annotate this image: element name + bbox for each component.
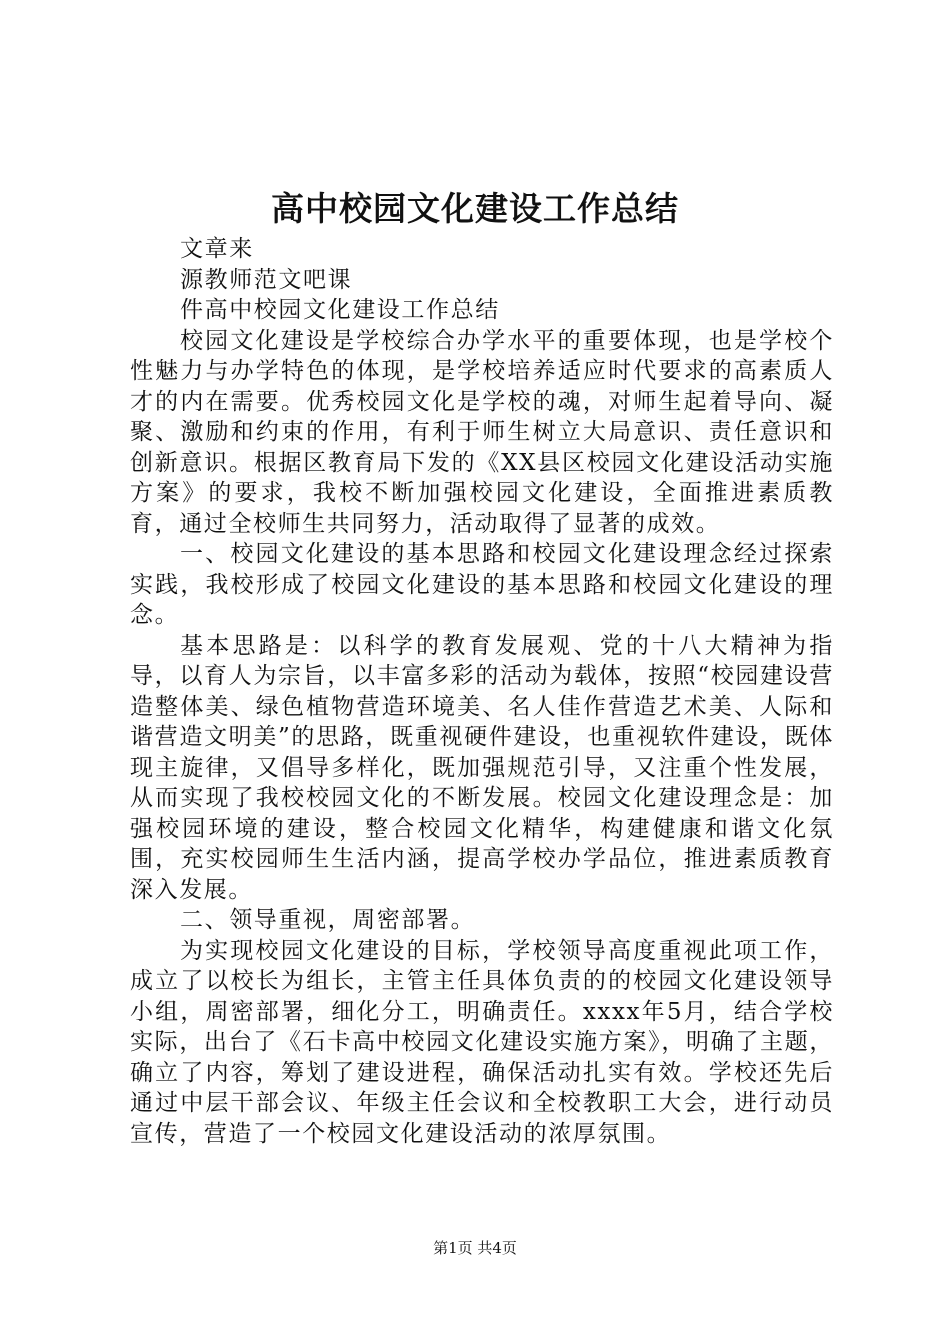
document-body (130, 234, 834, 1149)
paragraph-section-2-heading: 二、领导重视，周密部署。 (180, 907, 476, 933)
paragraph-intro: 校园文化建设是学校综合办学水平的重要体现，也是学校个性魅力与办学特色的体现，是学校培养适应时代要求的高素质人才的内在需要。优秀校园文化是学校的魂，对师生起着导向、凝聚、激励和约束的作用，有利于师生树立大局意识、责任意识和创新意识。根据区教育局下发的《XX县区校园文化建设活动实施方案》的要求，我校不断加强校园文化建设，全面推进素质教育，通过全校师生共同努力，活动取得了显著的成效。 (130, 327, 834, 537)
paragraph-source-line-1: 文章来 (180, 236, 254, 262)
page-number-footer: 第1页 共4页 (433, 1239, 517, 1257)
paragraph-section-1: 一、校园文化建设的基本思路和校园文化建设理念经过探索实践，我校形成了校园文化建设的基本思路和校园文化建设的理念。 (130, 541, 834, 628)
paragraph-section-2-body: 为实现校园文化建设的目标，学校领导高度重视此项工作，成立了以校长为组长，主管主任具体负责的的校园文化建设领导小组，周密部署，细化分工，明确责任。xxxx年5月，结合学校实际，出台了《石卡高中校园文化建设实施方案》，明确了主题，确立了内容，筹划了建设进程，确保活动扎实有效。学校还先后通过中层干部会议、年级主任会议和全校教职工大会，进行动员宣传，营造了一个校园文化建设活动的浓厚氛围。 (130, 937, 834, 1147)
document-title: 高中校园文化建设工作总结 (271, 189, 679, 228)
paragraph-basic-approach: 基本思路是：以科学的教育发展观、党的十八大精神为指导，以育人为宗旨，以丰富多彩的活动为载体，按照“校园建设营造整体美、绿色植物营造环境美、名人佳作营造艺术美、人际和谐营造文明美”的思路，既重视硬件建设，也重视软件建设，既体现主旋律，又倡导多样化，既加强规范引导，又注重个性发展，从而实现了我校校园文化的不断发展。校园文化建设理念是：加强校园环境的建设，整合校园文化精华，构建健康和谐文化氛围，充实校园师生生活内涵，提高学校办学品位，推进素质教育深入发展。 (130, 632, 834, 903)
paragraph-source-line-2: 源教师范文吧课 (180, 266, 353, 293)
paragraph-source-line-3: 件高中校园文化建设工作总结 (180, 297, 500, 323)
